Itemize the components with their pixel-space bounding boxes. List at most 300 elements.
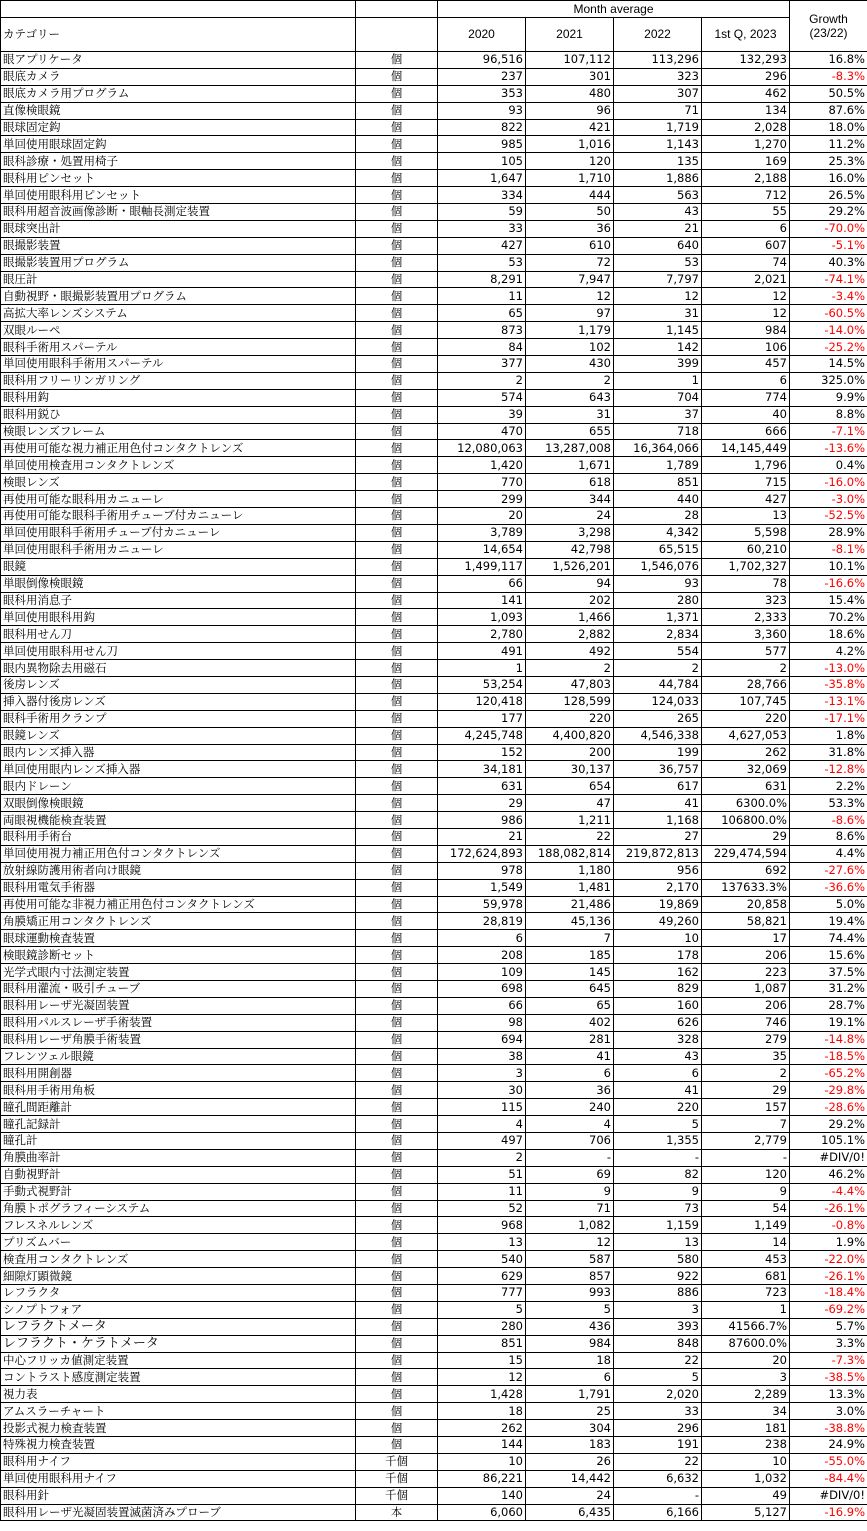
row-value-2020: 33 (438, 220, 526, 237)
row-value-2020: 177 (438, 710, 526, 727)
row-name: レフラクトメータ (1, 1318, 356, 1335)
row-value-2021: 1,082 (526, 1217, 614, 1234)
row-growth: -18.5% (790, 1048, 867, 1065)
row-value-2022: 328 (614, 1031, 702, 1048)
row-value-2021: 41 (526, 1048, 614, 1065)
row-value-2020: 1,428 (438, 1386, 526, 1403)
row-value-2022: 617 (614, 778, 702, 795)
row-growth: 15.6% (790, 947, 867, 964)
row-growth: -8.6% (790, 812, 867, 829)
table-row (1, 930, 867, 947)
row-value-2022: 829 (614, 980, 702, 997)
growth-header-period: (23/22) (809, 26, 848, 40)
row-name: 角膜トポグラフィーシステム (1, 1200, 356, 1217)
row-value-2023-q1: 6 (702, 220, 790, 237)
row-value-2023-q1: 723 (702, 1285, 790, 1302)
row-value-2020: 30 (438, 1082, 526, 1099)
row-name: 眼底カメラ (1, 68, 356, 85)
row-growth: -3.4% (790, 288, 867, 305)
row-value-2020: 353 (438, 85, 526, 102)
row-value-2020: 65 (438, 305, 526, 322)
row-unit: 個 (356, 52, 438, 69)
row-value-2023-q1: 223 (702, 964, 790, 981)
row-value-2022: 142 (614, 339, 702, 356)
row-value-2021: 12 (526, 288, 614, 305)
row-name: 再使用可能な眼科手術用チューブ付カニューレ (1, 508, 356, 525)
row-value-2020: 2 (438, 372, 526, 389)
table-row (1, 389, 867, 406)
row-value-2020: 66 (438, 575, 526, 592)
row-value-2023-q1: 220 (702, 710, 790, 727)
row-unit: 個 (356, 879, 438, 896)
row-growth: 87.6% (790, 102, 867, 119)
row-unit: 個 (356, 693, 438, 710)
row-value-2020: 18 (438, 1403, 526, 1420)
row-growth: 3.3% (790, 1335, 867, 1352)
row-value-2021: 21,486 (526, 896, 614, 913)
row-value-2021: 13,287,008 (526, 440, 614, 457)
row-value-2022: 219,872,813 (614, 845, 702, 862)
row-value-2020: 51 (438, 1166, 526, 1183)
row-value-2021: 1,016 (526, 136, 614, 153)
row-unit: 個 (356, 1133, 438, 1150)
row-unit: 個 (356, 1318, 438, 1335)
row-name: 視力表 (1, 1386, 356, 1403)
table-row (1, 575, 867, 592)
row-growth: -28.6% (790, 1099, 867, 1116)
row-value-2021: 2 (526, 660, 614, 677)
row-unit: 個 (356, 1116, 438, 1133)
row-growth: -29.8% (790, 1082, 867, 1099)
header-row-2 (1, 18, 867, 52)
row-unit: 個 (356, 1031, 438, 1048)
row-value-2020: 777 (438, 1285, 526, 1302)
row-value-2020: 11 (438, 1183, 526, 1200)
row-unit: 個 (356, 254, 438, 271)
table-row (1, 1386, 867, 1403)
table-row (1, 862, 867, 879)
row-unit: 個 (356, 1048, 438, 1065)
row-value-2021: 47,803 (526, 676, 614, 693)
row-name: 眼科用レーザ角膜手術装置 (1, 1031, 356, 1048)
row-value-2022: 922 (614, 1268, 702, 1285)
table-row (1, 1082, 867, 1099)
row-value-2023-q1: 55 (702, 204, 790, 221)
row-value-2021: 618 (526, 474, 614, 491)
row-unit: 個 (356, 913, 438, 930)
row-growth: 4.2% (790, 643, 867, 660)
table-row (1, 1420, 867, 1437)
row-growth: 15.4% (790, 592, 867, 609)
row-unit: 個 (356, 474, 438, 491)
row-value-2023-q1: 6300.0% (702, 795, 790, 812)
row-unit: 個 (356, 744, 438, 761)
row-value-2021: 97 (526, 305, 614, 322)
row-name: 単回使用検査用コンタクトレンズ (1, 457, 356, 474)
row-value-2023-q1: 607 (702, 237, 790, 254)
row-value-2023-q1: 323 (702, 592, 790, 609)
row-value-2022: 640 (614, 237, 702, 254)
table-row (1, 626, 867, 643)
row-unit: 個 (356, 288, 438, 305)
row-value-2022: 280 (614, 592, 702, 609)
row-value-2022: 82 (614, 1166, 702, 1183)
row-unit: 個 (356, 930, 438, 947)
row-name: 単回使用眼科用鈎 (1, 609, 356, 626)
row-value-2022: 3 (614, 1301, 702, 1318)
row-value-2021: 240 (526, 1099, 614, 1116)
row-unit: 個 (356, 305, 438, 322)
row-value-2020: 11 (438, 288, 526, 305)
row-value-2020: 84 (438, 339, 526, 356)
row-growth: 26.5% (790, 187, 867, 204)
row-value-2022: 44,784 (614, 676, 702, 693)
row-name: 検眼鏡診断セット (1, 947, 356, 964)
row-value-2020: 4,245,748 (438, 727, 526, 744)
row-growth: 105.1% (790, 1133, 867, 1150)
row-value-2022: 31 (614, 305, 702, 322)
row-growth: 1.9% (790, 1234, 867, 1251)
row-value-2021: 6 (526, 1369, 614, 1386)
row-value-2020: 10 (438, 1453, 526, 1470)
row-value-2022: 36,757 (614, 761, 702, 778)
row-value-2022: 1,371 (614, 609, 702, 626)
row-value-2020: 1 (438, 660, 526, 677)
category-header: カテゴリー (1, 18, 356, 52)
row-value-2023-q1: 7 (702, 1116, 790, 1133)
row-value-2021: 42,798 (526, 541, 614, 558)
row-unit: 個 (356, 187, 438, 204)
row-value-2020: 172,624,893 (438, 845, 526, 862)
table-row (1, 204, 867, 221)
row-value-2021: 1,710 (526, 170, 614, 187)
row-unit: 本 (356, 1504, 438, 1521)
row-value-2022: 160 (614, 997, 702, 1014)
row-name: 眼科用鈎 (1, 389, 356, 406)
header-row-1 (1, 1, 867, 18)
row-value-2020: 629 (438, 1268, 526, 1285)
row-value-2023-q1: 3,360 (702, 626, 790, 643)
row-value-2021: 22 (526, 828, 614, 845)
row-growth: -26.1% (790, 1268, 867, 1285)
row-growth: -74.1% (790, 271, 867, 288)
row-value-2020: 38 (438, 1048, 526, 1065)
row-growth: -16.9% (790, 1504, 867, 1521)
row-value-2021: 1,211 (526, 812, 614, 829)
row-value-2022: 5 (614, 1369, 702, 1386)
row-growth: 24.9% (790, 1437, 867, 1454)
row-value-2022: 5 (614, 1116, 702, 1133)
growth-header (790, 1, 867, 52)
row-value-2021: 301 (526, 68, 614, 85)
row-value-2023-q1: 54 (702, 1200, 790, 1217)
row-name: 眼アプリケータ (1, 52, 356, 69)
row-value-2020: 21 (438, 828, 526, 845)
row-value-2020: 377 (438, 356, 526, 373)
row-value-2022: 580 (614, 1251, 702, 1268)
row-unit: 個 (356, 980, 438, 997)
row-value-2023-q1: 6 (702, 372, 790, 389)
row-unit: 個 (356, 947, 438, 964)
row-name: 眼撮影装置 (1, 237, 356, 254)
row-value-2022: 41 (614, 795, 702, 812)
row-unit: 個 (356, 508, 438, 525)
row-value-2023-q1: 296 (702, 68, 790, 85)
row-value-2021: 36 (526, 1082, 614, 1099)
row-growth: 0.4% (790, 457, 867, 474)
row-value-2023-q1: 3 (702, 1369, 790, 1386)
table-row (1, 254, 867, 271)
row-growth: 28.7% (790, 997, 867, 1014)
header-empty-2 (356, 1, 438, 18)
row-growth: 16.8% (790, 52, 867, 69)
row-name: 眼科手術用スパーテル (1, 339, 356, 356)
table-row (1, 85, 867, 102)
row-unit: 個 (356, 1251, 438, 1268)
table-row (1, 896, 867, 913)
row-value-2022: 1,159 (614, 1217, 702, 1234)
table-row (1, 136, 867, 153)
row-value-2020: 1,549 (438, 879, 526, 896)
row-value-2022: 307 (614, 85, 702, 102)
row-value-2023-q1: 157 (702, 1099, 790, 1116)
row-growth: -13.1% (790, 693, 867, 710)
row-value-2022: 626 (614, 1014, 702, 1031)
row-value-2023-q1: 262 (702, 744, 790, 761)
row-name: 単回使用眼科手術用チューブ付カニューレ (1, 524, 356, 541)
row-value-2020: 491 (438, 643, 526, 660)
table-row (1, 1335, 867, 1352)
row-value-2021: 655 (526, 423, 614, 440)
row-growth: 25.3% (790, 153, 867, 170)
row-value-2023-q1: 1 (702, 1301, 790, 1318)
table-row (1, 372, 867, 389)
row-value-2021: 36 (526, 220, 614, 237)
row-growth: -13.6% (790, 440, 867, 457)
row-unit: 個 (356, 896, 438, 913)
row-unit: 個 (356, 1166, 438, 1183)
table-body (1, 52, 867, 1521)
table-row (1, 1470, 867, 1487)
row-value-2022: 16,364,066 (614, 440, 702, 457)
row-name: 眼科用フリーリンガリング (1, 372, 356, 389)
table-row (1, 406, 867, 423)
row-name: 単回使用眼球固定鈎 (1, 136, 356, 153)
row-value-2020: 66 (438, 997, 526, 1014)
month-average-header: Month average (438, 1, 790, 18)
row-value-2022: 2,170 (614, 879, 702, 896)
row-value-2021: 188,082,814 (526, 845, 614, 862)
row-value-2021: 94 (526, 575, 614, 592)
row-value-2023-q1: 984 (702, 322, 790, 339)
row-value-2020: 2,780 (438, 626, 526, 643)
table-row (1, 1065, 867, 1082)
row-unit: 個 (356, 592, 438, 609)
row-unit: 個 (356, 322, 438, 339)
row-value-2021: 31 (526, 406, 614, 423)
row-unit: 個 (356, 220, 438, 237)
row-value-2023-q1: 132,293 (702, 52, 790, 69)
row-value-2020: 98 (438, 1014, 526, 1031)
row-value-2021: 4 (526, 1116, 614, 1133)
row-value-2022: 191 (614, 1437, 702, 1454)
row-value-2021: 183 (526, 1437, 614, 1454)
row-value-2021: 128,599 (526, 693, 614, 710)
row-value-2022: 1,719 (614, 119, 702, 136)
row-value-2022: 41 (614, 1082, 702, 1099)
row-value-2022: 199 (614, 744, 702, 761)
row-growth: -14.0% (790, 322, 867, 339)
row-growth: -52.5% (790, 508, 867, 525)
row-unit: 個 (356, 626, 438, 643)
row-unit: 個 (356, 761, 438, 778)
row-value-2021: 65 (526, 997, 614, 1014)
table-row (1, 845, 867, 862)
row-name: 細隙灯顕微鏡 (1, 1268, 356, 1285)
row-unit: 個 (356, 1099, 438, 1116)
row-value-2023-q1: 9 (702, 1183, 790, 1200)
row-value-2021: 492 (526, 643, 614, 660)
row-value-2023-q1: 2,289 (702, 1386, 790, 1403)
row-growth: 325.0% (790, 372, 867, 389)
row-unit: 個 (356, 1301, 438, 1318)
table-row (1, 761, 867, 778)
row-value-2021: 643 (526, 389, 614, 406)
table-row (1, 423, 867, 440)
row-unit: 千個 (356, 1470, 438, 1487)
row-growth: -65.2% (790, 1065, 867, 1082)
row-value-2022: 53 (614, 254, 702, 271)
row-value-2023-q1: 5,598 (702, 524, 790, 541)
row-name: 双眼倒像検眼鏡 (1, 795, 356, 812)
row-unit: 個 (356, 710, 438, 727)
row-value-2021: 421 (526, 119, 614, 136)
table-row (1, 964, 867, 981)
row-value-2023-q1: 229,474,594 (702, 845, 790, 862)
row-value-2022: 1,355 (614, 1133, 702, 1150)
row-value-2020: 39 (438, 406, 526, 423)
table-row (1, 491, 867, 508)
row-name: フレンツェル眼鏡 (1, 1048, 356, 1065)
row-value-2020: 262 (438, 1420, 526, 1437)
row-value-2023-q1: 5,127 (702, 1504, 790, 1521)
row-value-2020: 986 (438, 812, 526, 829)
row-value-2022: - (614, 1487, 702, 1504)
table-row (1, 778, 867, 795)
row-growth: 9.9% (790, 389, 867, 406)
row-value-2023-q1: 20,858 (702, 896, 790, 913)
row-name: 眼底カメラ用プログラム (1, 85, 356, 102)
row-growth: 28.9% (790, 524, 867, 541)
row-growth: -26.1% (790, 1200, 867, 1217)
row-value-2020: 109 (438, 964, 526, 981)
row-value-2020: 968 (438, 1217, 526, 1234)
row-value-2020: 1,647 (438, 170, 526, 187)
row-unit: 個 (356, 1437, 438, 1454)
row-value-2021: 26 (526, 1453, 614, 1470)
row-value-2020: 8,291 (438, 271, 526, 288)
row-name: 眼球運動検査装置 (1, 930, 356, 947)
row-value-2021: 9 (526, 1183, 614, 1200)
row-value-2020: 873 (438, 322, 526, 339)
row-value-2022: 124,033 (614, 693, 702, 710)
row-value-2020: 540 (438, 1251, 526, 1268)
row-value-2023-q1: 181 (702, 1420, 790, 1437)
row-value-2022: 399 (614, 356, 702, 373)
row-growth: 18.6% (790, 626, 867, 643)
row-unit: 個 (356, 1200, 438, 1217)
row-growth: -16.6% (790, 575, 867, 592)
row-value-2020: 631 (438, 778, 526, 795)
row-growth: 16.0% (790, 170, 867, 187)
row-value-2021: 2,882 (526, 626, 614, 643)
row-growth: 29.2% (790, 204, 867, 221)
row-name: 眼科用針 (1, 1487, 356, 1504)
row-value-2020: 93 (438, 102, 526, 119)
row-unit: 個 (356, 1065, 438, 1082)
row-value-2023-q1: 427 (702, 491, 790, 508)
row-growth: 8.8% (790, 406, 867, 423)
row-value-2021: 69 (526, 1166, 614, 1183)
row-value-2023-q1: 2,779 (702, 1133, 790, 1150)
table-row (1, 1352, 867, 1369)
row-value-2022: 1,886 (614, 170, 702, 187)
table-row (1, 1251, 867, 1268)
row-value-2022: 1,546,076 (614, 558, 702, 575)
row-value-2022: 49,260 (614, 913, 702, 930)
row-name: 単回使用眼科用ピンセット (1, 187, 356, 204)
row-name: アムスラーチャート (1, 1403, 356, 1420)
row-value-2021: 1,526,201 (526, 558, 614, 575)
row-unit: 個 (356, 423, 438, 440)
row-value-2022: 4,546,338 (614, 727, 702, 744)
table-row (1, 339, 867, 356)
row-growth: 29.2% (790, 1116, 867, 1133)
table-row (1, 980, 867, 997)
row-name: 投影式視力検査装置 (1, 1420, 356, 1437)
row-value-2021: 25 (526, 1403, 614, 1420)
row-unit: 個 (356, 1420, 438, 1437)
row-value-2020: 6,060 (438, 1504, 526, 1521)
table-row (1, 1453, 867, 1470)
row-value-2021: 304 (526, 1420, 614, 1437)
row-name: 自動視野計 (1, 1166, 356, 1183)
row-value-2023-q1: 29 (702, 1082, 790, 1099)
row-value-2020: 12,080,063 (438, 440, 526, 457)
row-name: 放射線防護用術者向け眼鏡 (1, 862, 356, 879)
row-value-2023-q1: 2,021 (702, 271, 790, 288)
row-value-2021: 120 (526, 153, 614, 170)
row-value-2021: 14,442 (526, 1470, 614, 1487)
row-unit: 個 (356, 170, 438, 187)
table-row (1, 1014, 867, 1031)
row-growth: -7.1% (790, 423, 867, 440)
table-row (1, 1504, 867, 1521)
table-row (1, 997, 867, 1014)
row-unit: 個 (356, 812, 438, 829)
row-value-2021: 24 (526, 508, 614, 525)
table-row (1, 220, 867, 237)
row-value-2022: 265 (614, 710, 702, 727)
row-value-2020: 12 (438, 1369, 526, 1386)
row-unit: 個 (356, 1403, 438, 1420)
row-name: 中心フリッカ値測定装置 (1, 1352, 356, 1369)
row-name: 眼科用手術台 (1, 828, 356, 845)
row-value-2020: 28,819 (438, 913, 526, 930)
row-unit: 個 (356, 727, 438, 744)
row-value-2021: 857 (526, 1268, 614, 1285)
row-value-2022: 554 (614, 643, 702, 660)
